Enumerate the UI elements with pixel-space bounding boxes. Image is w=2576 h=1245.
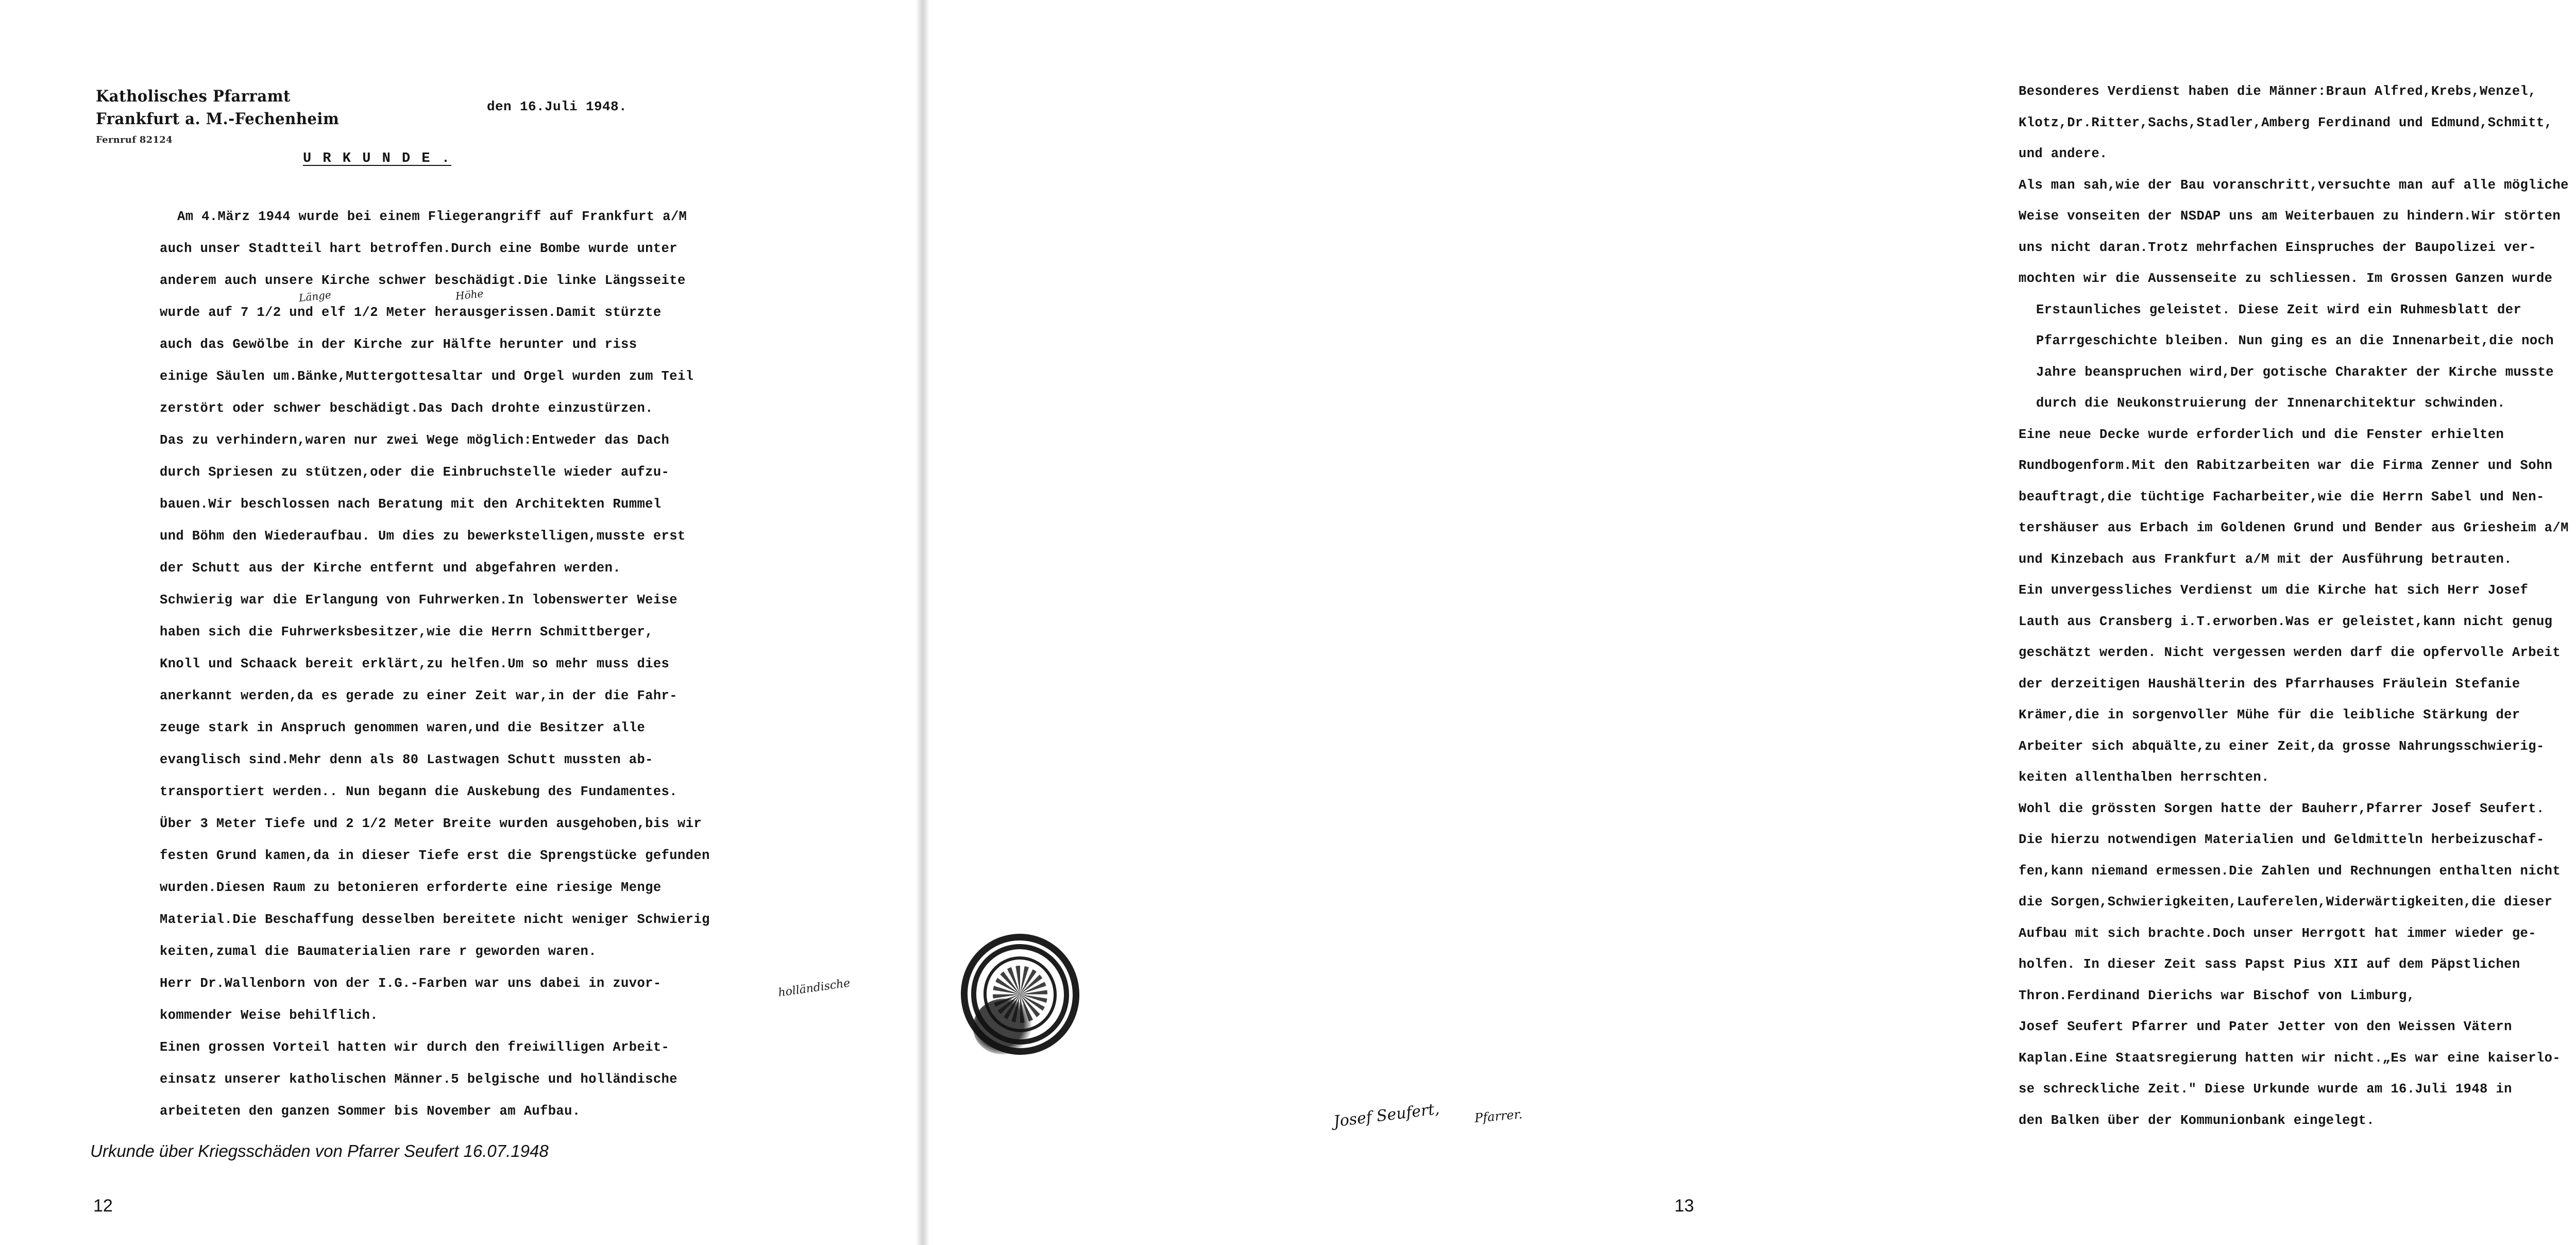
body-line: Krämer,die in sorgenvoller Mühe für die leibliche Stärkung der — [2019, 708, 2520, 722]
body-line: transportiert werden.. Nun begann die Auskebung des Fundamentes. — [160, 784, 677, 799]
body-line: Am 4.März 1944 wurde bei einem Fliegerangriff auf Frankfurt a/M — [177, 209, 687, 224]
left-page-body — [160, 201, 824, 1128]
body-line: Einen grossen Vorteil hatten wir durch den freiwilligen Arbeit- — [160, 1040, 670, 1055]
body-line: uns nicht daran.Trotz mehrfachen Einspruches der Baupolizei ver- — [2019, 240, 2536, 255]
date-line: den 16.Juli 1948. — [487, 99, 628, 114]
document-title: U R K U N D E . — [303, 151, 452, 166]
body-line: Josef Seufert Pfarrer und Pater Jetter von den Weissen Vätern — [2019, 1019, 2512, 1034]
body-line: Knoll und Schaack bereit erklärt,zu helfen.Um so mehr muss dies — [160, 657, 670, 671]
body-line: Wohl die grössten Sorgen hatte der Bauherr,Pfarrer Josef Seufert. — [2019, 801, 2545, 816]
body-line: festen Grund kamen,da in dieser Tiefe erst die Sprengstücke gefunden — [160, 848, 710, 863]
body-line: geschätzt werden. Nicht vergessen werden darf die opfervolle Arbeit — [2019, 645, 2561, 660]
body-line: zeuge stark in Anspruch genommen waren,und die Besitzer alle — [160, 720, 646, 735]
body-line: Klotz,Dr.Ritter,Sachs,Stadler,Amberg Ferdinand und Edmund,Schmitt, — [2019, 115, 2553, 130]
body-line: wurden.Diesen Raum zu betonieren erforderte eine riesige Menge — [160, 880, 662, 895]
body-line: und Böhm den Wiederaufbau. Um dies zu bewerkstelligen,musste erst — [160, 529, 686, 544]
body-line: mochten wir die Aussenseite zu schliessen. Im Grossen Ganzen wurde — [2019, 271, 2553, 286]
body-line: und Kinzebach aus Frankfurt a/M mit der Ausführung betrauten. — [2019, 551, 2512, 567]
body-line: Lauth aus Cransberg i.T.erworben.Was er geleistet,kann nicht genug — [2019, 614, 2553, 629]
body-line: Die hierzu notwendigen Materialien und Geldmitteln herbeizuschaf- — [2019, 832, 2545, 847]
round-ink-stamp-icon — [952, 925, 1088, 1063]
body-line: einsatz unserer katholischen Männer.5 belgische und holländische — [160, 1072, 677, 1087]
body-line: haben sich die Fuhrwerksbesitzer,wie die Herrn Schmittberger, — [160, 625, 653, 640]
body-line: kommender Weise behilflich. — [160, 1008, 378, 1023]
body-line: zerstört oder schwer beschädigt.Das Dach drohte einzustürzen. — [160, 401, 653, 416]
page-number-left: 12 — [93, 1196, 113, 1216]
page-right — [922, 0, 2569, 1245]
body-line: Weise vonseiten der NSDAP uns am Weiterbauen zu hindern.Wir störten — [2019, 209, 2561, 224]
figure-caption: Urkunde über Kriegsschäden von Pfarrer Seufert 16.07.1948 — [90, 1141, 549, 1160]
body-line: Pfarrgeschichte bleiben. Nun ging es an die Innenarbeit,die noch — [2036, 333, 2554, 348]
body-line: und andere. — [2019, 146, 2108, 161]
body-line: bauen.Wir beschlossen nach Beratung mit den Architekten Rummel — [160, 497, 662, 512]
handwritten-correction-2: Höhe — [454, 287, 484, 302]
body-line: durch Spriesen zu stützen,oder die Einbruchstelle wieder aufzu- — [160, 465, 670, 480]
body-line: durch die Neukonstruierung der Innenarchitektur schwinden. — [2036, 396, 2505, 411]
body-line: Material.Die Beschaffung desselben bereitete nicht weniger Schwierig — [160, 912, 710, 927]
body-line: auch unser Stadtteil hart betroffen.Durch eine Bombe wurde unter — [160, 241, 677, 256]
body-line: arbeiteten den ganzen Sommer bis November am Aufbau. — [160, 1104, 581, 1119]
signature-handwritten: Josef Seufert, — [1332, 1100, 1440, 1131]
body-line: evanglisch sind.Mehr denn als 80 Lastwagen Schutt mussten ab- — [160, 752, 653, 767]
letterhead-line-1: Katholisches Pfarramt — [96, 87, 291, 106]
body-line: den Balken über der Kommunionbank eingelegt. — [2019, 1113, 2375, 1128]
body-line: Schwierig war die Erlangung von Fuhrwerken.In lobenswerter Weise — [160, 593, 677, 608]
body-line: Erstaunliches geleistet. Diese Zeit wird ein Ruhmesblatt der — [2036, 302, 2522, 317]
body-line: fen,kann niemand ermessen.Die Zahlen und Rechnungen enthalten nicht — [2019, 863, 2561, 879]
body-line: holfen. In dieser Zeit sass Papst Pius XII auf dem Päpstlichen — [2019, 957, 2520, 972]
body-line: Ein unvergessliches Verdienst um die Kirche hat sich Herr Josef — [2019, 583, 2529, 598]
page-left — [0, 0, 922, 1245]
body-line: Das zu verhindern,waren nur zwei Wege möglich:Entweder das Dach — [160, 433, 670, 448]
body-line: der derzeitigen Haushälterin des Pfarrhauses Fräulein Stefanie — [2019, 676, 2520, 692]
page-number-right: 13 — [1674, 1196, 1694, 1216]
signature-title-handwritten: Pfarrer. — [1473, 1107, 1523, 1125]
body-line: Besonderes Verdienst haben die Männer:Braun Alfred,Krebs,Wenzel, — [2019, 84, 2536, 99]
body-line: Aufbau mit sich brachte.Doch unser Herrgott hat immer wieder ge- — [2019, 926, 2536, 941]
body-line: Eine neue Decke wurde erforderlich und die Fenster erhielten — [2019, 427, 2504, 442]
body-line: Kaplan.Eine Staatsregierung hatten wir nicht.„Es war eine kaiserlo- — [2019, 1050, 2561, 1066]
body-line: Jahre beanspruchen wird,Der gotische Charakter der Kirche musste — [2036, 364, 2554, 380]
body-line: Arbeiter sich abquälte,zu einer Zeit,da grosse Nahrungsschwierig- — [2019, 738, 2545, 754]
letterhead-phone: Fernruf 82124 — [96, 134, 173, 146]
body-line: anderem auch unsere Kirche schwer beschädigt.Die linke Längsseite — [160, 273, 686, 288]
body-line: die Sorgen,Schwierigkeiten,Lauferelen,Widerwärtigkeiten,die dieser — [2019, 895, 2553, 910]
body-line: Als man sah,wie der Bau voranschritt,versuchte man auf alle mögliche — [2019, 177, 2569, 193]
letterhead — [96, 85, 354, 147]
body-line: Über 3 Meter Tiefe und 2 1/2 Meter Breite wurden ausgehoben,bis wir — [160, 816, 702, 831]
body-line: anerkannt werden,da es gerade zu einer Zeit war,in der die Fahr- — [160, 688, 677, 703]
letterhead-line-2: Frankfurt a. M.-Fechenheim — [96, 110, 340, 129]
body-line: tershäuser aus Erbach im Goldenen Grund und Bender aus Griesheim a/M — [2019, 520, 2569, 535]
right-page-body — [2019, 76, 2576, 1136]
body-line: beauftragt,die tüchtige Facharbeiter,wie die Herrn Sabel und Nen- — [2019, 489, 2545, 504]
body-line: Thron.Ferdinand Dierichs war Bischof von Limburg, — [2019, 988, 2415, 1003]
body-line: keiten allenthalben herrschten. — [2019, 770, 2269, 785]
body-line: keiten,zumal die Baumaterialien rare r geworden waren. — [160, 944, 597, 959]
body-line: Rundbogenform.Mit den Rabitzarbeiten war die Firma Zenner und Sohn — [2019, 458, 2553, 473]
handwritten-correction-3: holländische — [777, 977, 851, 1000]
body-line: einige Säulen um.Bänke,Muttergottesaltar und Orgel wurden zum Teil — [160, 369, 694, 384]
body-line: auch das Gewölbe in der Kirche zur Hälfte herunter und riss — [160, 337, 637, 352]
body-line: Herr Dr.Wallenborn von der I.G.-Farben war uns dabei in zuvor- — [160, 976, 662, 991]
body-line: wurde auf 7 1/2 und elf 1/2 Meter herausgerissen.Damit stürzte — [160, 305, 662, 320]
body-line: der Schutt aus der Kirche entfernt und abgefahren werden. — [160, 561, 621, 576]
body-line: se schreckliche Zeit." Diese Urkunde wurde am 16.Juli 1948 in — [2019, 1082, 2512, 1097]
handwritten-correction-1: Länge — [298, 288, 332, 305]
